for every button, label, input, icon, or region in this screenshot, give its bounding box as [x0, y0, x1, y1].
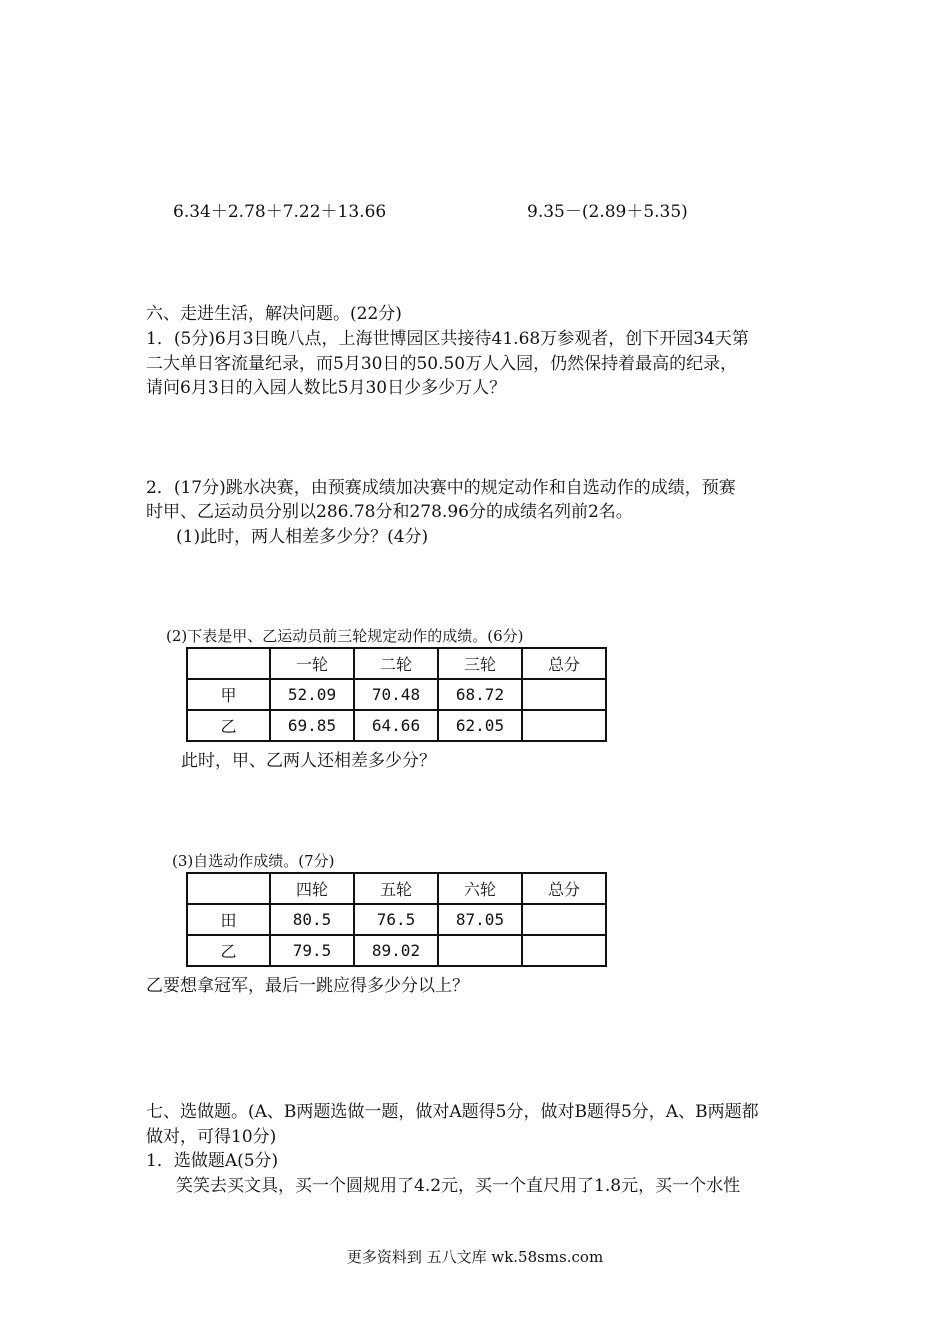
q1-line2: 二大单日客流量纪录，而5月30日的50.50万人入园，仍然保持着最高的纪录，: [146, 354, 738, 374]
table-cell: [522, 679, 606, 710]
table-header-cell: 四轮: [270, 873, 354, 904]
q1-line1: 1．(5分)6月3日晚八点，上海世博园区共接待41.68万参观者，创下开园34天第: [146, 329, 749, 349]
table-row: [187, 904, 606, 935]
table-cell: 76.5: [354, 904, 438, 935]
table-row-label: 甲: [187, 679, 270, 710]
table-row: [187, 679, 606, 710]
table-cell: 79.5: [270, 935, 354, 966]
q1-line3: 请问6月3日的入园人数比5月30日少多少万人？: [146, 378, 507, 398]
table-header-cell: 总分: [522, 648, 606, 679]
table-cell: 69.85: [270, 710, 354, 741]
section7-heading-line1: 七、选做题。(A、B两题选做一题，做对A题得5分，做对B题得5分，A、B两题都: [146, 1102, 759, 1122]
table-cell: [522, 710, 606, 741]
expression-right: 9.35－(2.89＋5.35): [527, 202, 688, 222]
scores-table-1: [186, 647, 607, 742]
table-header-cell: 总分: [522, 873, 606, 904]
table-cell: 64.66: [354, 710, 438, 741]
table-cell: [522, 904, 606, 935]
q2-sub1: (1)此时，两人相差多少分？(4分): [176, 527, 429, 547]
table-cell: 70.48: [354, 679, 438, 710]
q2-line1: 2．(17分)跳水决赛，由预赛成绩加决赛中的规定动作和自选动作的成绩，预赛: [146, 478, 736, 498]
table-cell: 80.5: [270, 904, 354, 935]
table-row-label: 乙: [187, 935, 270, 966]
table-cell: [438, 935, 522, 966]
table-header-cell: 三轮: [438, 648, 522, 679]
table-header-row: [187, 873, 606, 904]
table-row: [187, 710, 606, 741]
table-cell: 52.09: [270, 679, 354, 710]
table-row-label: 乙: [187, 710, 270, 741]
table-cell: [187, 648, 270, 679]
table-cell: [187, 873, 270, 904]
table-header-cell: 五轮: [354, 873, 438, 904]
table-header-row: [187, 648, 606, 679]
section6-heading: 六、走进生活，解决问题。(22分): [146, 304, 402, 324]
table-cell: 62.05: [438, 710, 522, 741]
table-header-cell: 一轮: [270, 648, 354, 679]
q2-sub2-question: 此时，甲、乙两人还相差多少分？: [181, 751, 436, 771]
q2-line2: 时甲、乙运动员分别以286.78分和278.96分的成绩名列前2名。: [146, 502, 633, 522]
expression-left: 6.34＋2.78＋7.22＋13.66: [173, 202, 387, 222]
table-header-cell: 二轮: [354, 648, 438, 679]
footer-text: 更多资料到 五八文库 wk.58sms.com: [346, 1248, 604, 1266]
table-cell: 87.05: [438, 904, 522, 935]
q2-sub3-caption: (3)自选动作成绩。(7分): [172, 852, 335, 870]
scores-table-2: [186, 872, 607, 967]
table-cell: [522, 935, 606, 966]
table-cell: 68.72: [438, 679, 522, 710]
section7-q1-text: 笑笑去买文具，买一个圆规用了4.2元，买一个直尺用了1.8元，买一个水性: [176, 1176, 741, 1196]
section7-heading-line2: 做对，可得10分): [146, 1127, 277, 1147]
table-header-cell: 六轮: [438, 873, 522, 904]
q2-sub3-question: 乙要想拿冠军，最后一跳应得多少分以上？: [146, 976, 469, 996]
section7-q1-title: 1．选做题A(5分): [146, 1151, 279, 1171]
table-row-label: 田: [187, 904, 270, 935]
table-row: [187, 935, 606, 966]
table-cell: 89.02: [354, 935, 438, 966]
q2-sub2-caption: (2)下表是甲、乙运动员前三轮规定动作的成绩。(6分): [166, 627, 524, 645]
